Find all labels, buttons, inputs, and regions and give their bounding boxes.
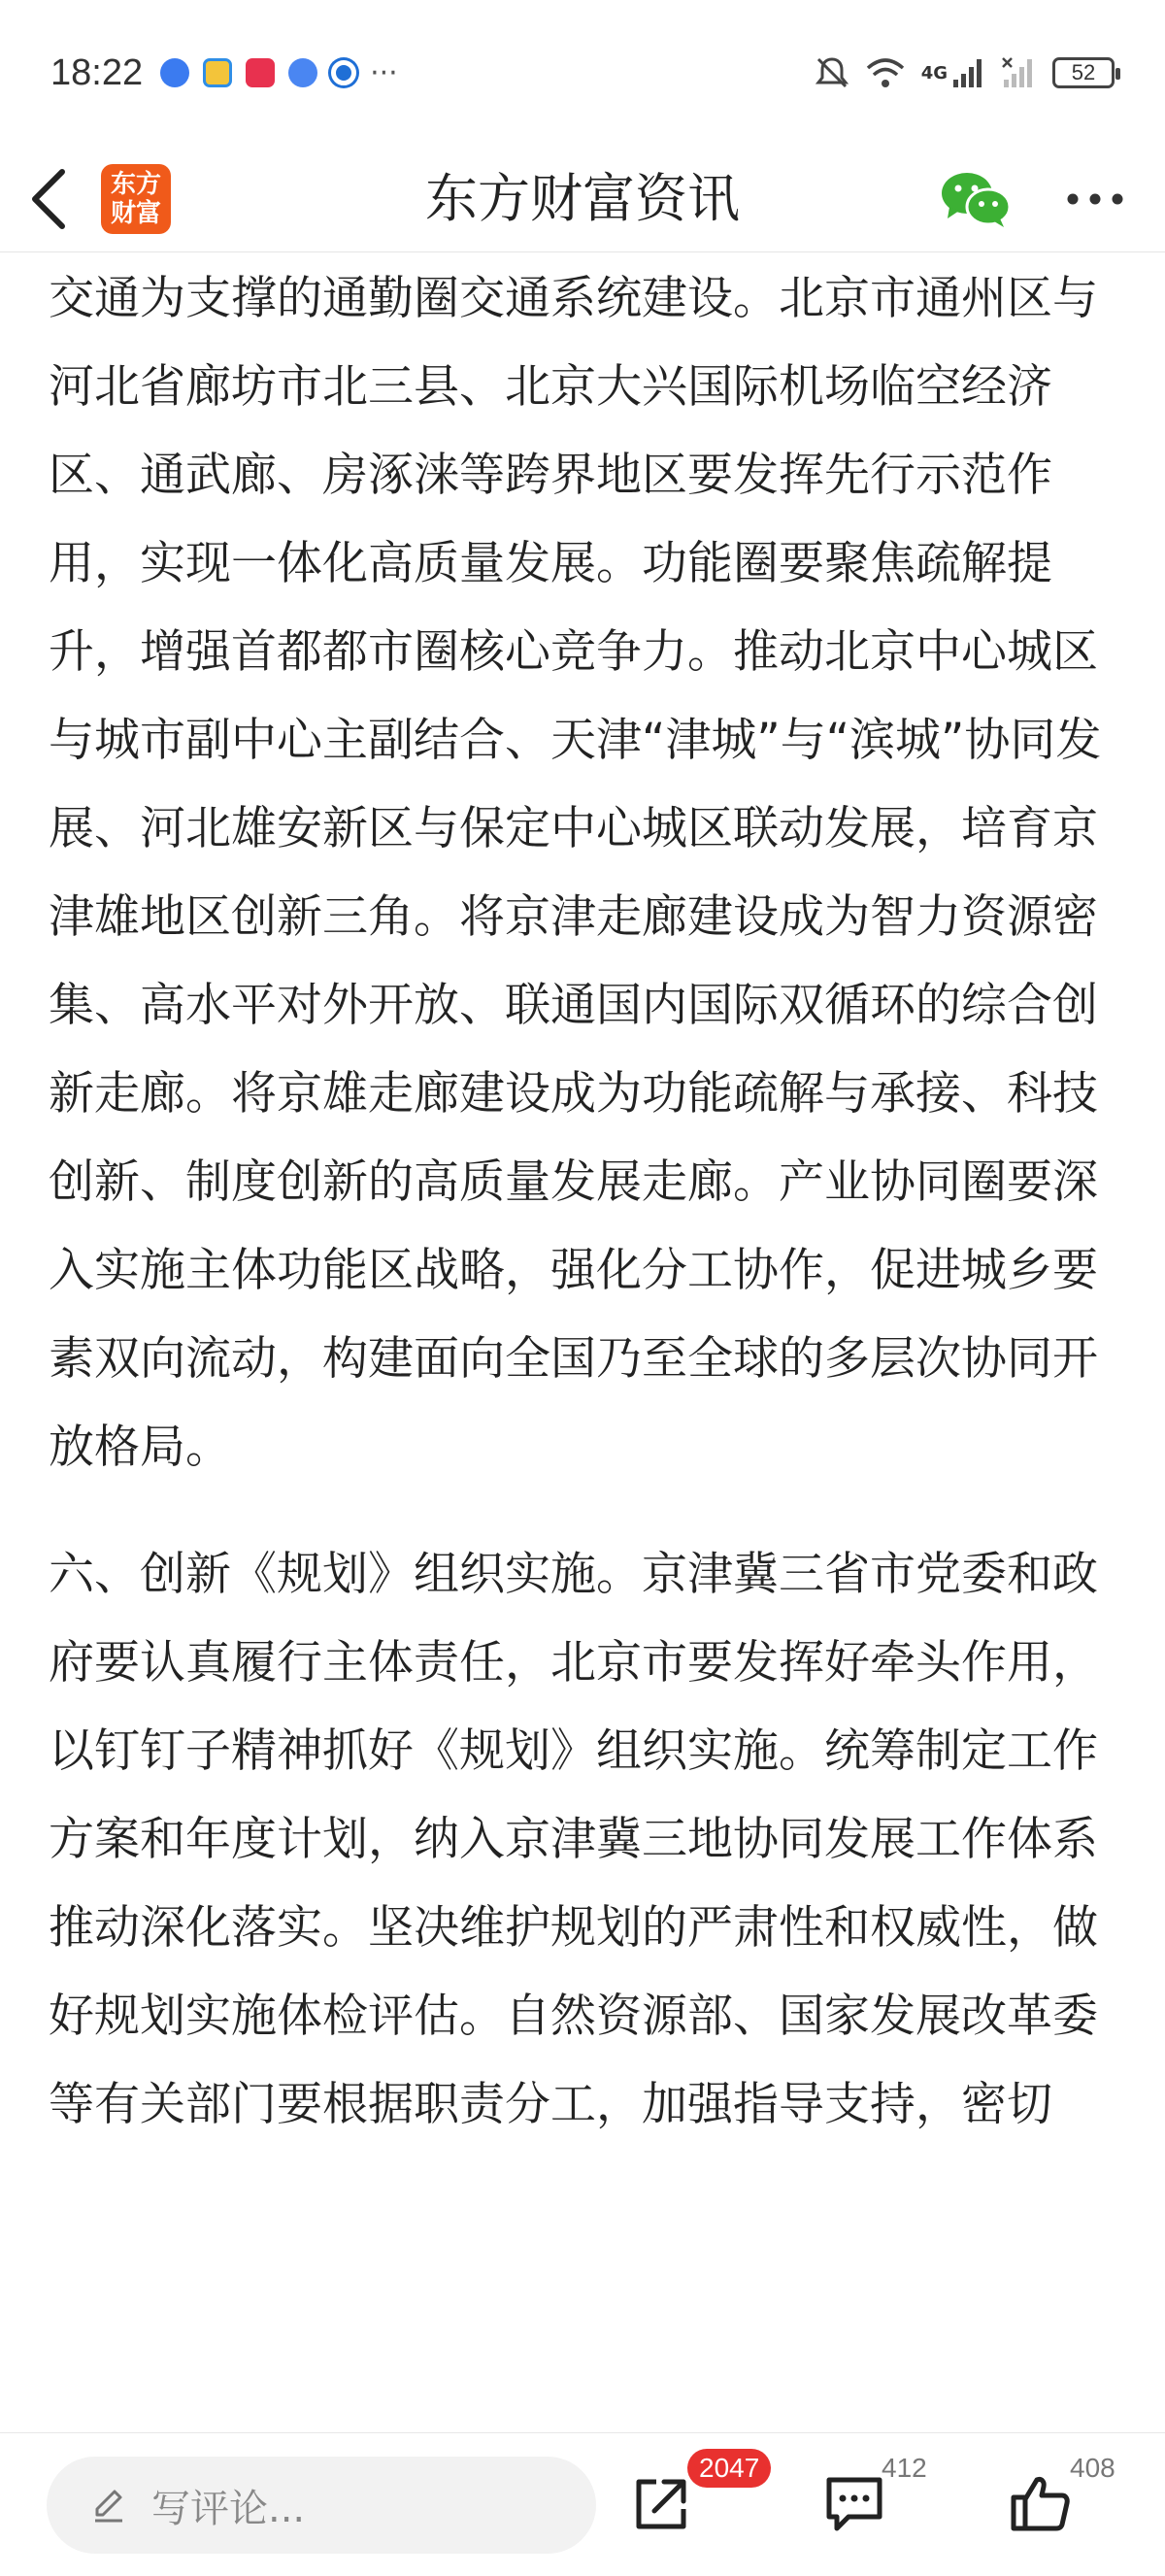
status-time: 18:22: [50, 51, 144, 93]
app-cyan-icon: [331, 60, 356, 85]
status-right-icons: [815, 55, 1115, 90]
logo-line-1: 东方: [110, 169, 161, 199]
status-bar: [0, 0, 1165, 146]
header-actions: [940, 170, 1136, 228]
page-title: 东方财富资讯: [425, 168, 740, 229]
mute-icon: [815, 55, 849, 90]
share-button[interactable]: [631, 2433, 760, 2576]
thumbs-up-icon: [1010, 2474, 1072, 2534]
like-button[interactable]: [1010, 2433, 1136, 2576]
app-blue-dot-icon: [160, 58, 189, 87]
wechat-icon[interactable]: [940, 170, 1012, 228]
article-paragraph: 交通为支撑的通勤圈交通系统建设。北京市通州区与河北省廊坊市北三县、北京大兴国际机场临空经济区、通武廊、房涿涞等跨界地区要发挥先行示范作用，实现一体化高质量发展。功能圈要聚焦疏解提升，增强首都都市圈核心竞争力。推动北京中心城区与城市副中心主副结合、天津“津城”与“滨城”协同发展、河北雄安新区与保定中心城区联动发展，培育京津雄地区创新三角。将京津走廊建设成为智力资源密集、高水平对外开放、联通国内国际双循环的综合创新走廊。将京雄走廊建设成为功能疏解与承接、科技创新、制度创新的高质量发展走廊。产业协同圈要深入实施主体功能区战略，强化分工协作，促进城乡要素双向流动，构建面向全国乃至全球的多层次协同开放格局。: [49, 272, 1102, 1474]
comment-count: 412: [882, 2453, 927, 2483]
status-app-icons: [160, 56, 398, 90]
logo-line-2: 财富: [110, 198, 161, 228]
signal-off-icon: [1002, 56, 1037, 89]
app-header: [0, 146, 1165, 252]
share-icon: [631, 2474, 691, 2534]
like-count: 408: [1070, 2453, 1115, 2483]
more-icon[interactable]: [1066, 192, 1124, 206]
app-blue-dot-icon: [288, 58, 317, 87]
comment-input[interactable]: [47, 2457, 596, 2554]
wifi-icon: [865, 56, 906, 89]
brand-logo[interactable]: [101, 164, 171, 234]
app-red-icon: [246, 58, 275, 87]
share-badge: 2047: [687, 2449, 771, 2488]
battery-level: 52: [1071, 60, 1096, 84]
article-paragraph: 六、创新《规划》组织实施。京津冀三省市党委和政府要认真履行主体责任，北京市要发挥好牵头作用，以钉钉子精神抓好《规划》组织实施。统筹制定工作方案和年度计划，纳入京津冀三地协同发展工作体系推动深化落实。坚决维护规划的严肃性和权威性，做好规划实施体检评估。自然资源部、国家发展改革委等有关部门要根据职责分工，加强指导支持，密切: [49, 1548, 1098, 2131]
app-yellow-icon: [203, 58, 232, 87]
status-more: ···: [370, 55, 398, 90]
bottom-action-bar: [0, 2432, 1165, 2575]
signal-icon: [951, 56, 986, 89]
pencil-icon: [89, 2486, 128, 2525]
comment-button[interactable]: [823, 2433, 949, 2576]
back-arrow-icon: [29, 168, 68, 230]
comment-icon: [823, 2474, 885, 2534]
back-button[interactable]: [29, 165, 78, 233]
comment-placeholder: 写评论...: [151, 2486, 306, 2531]
article-body: [49, 254, 1126, 2149]
battery-icon: [1052, 57, 1115, 88]
network-type: 4G: [920, 63, 948, 84]
